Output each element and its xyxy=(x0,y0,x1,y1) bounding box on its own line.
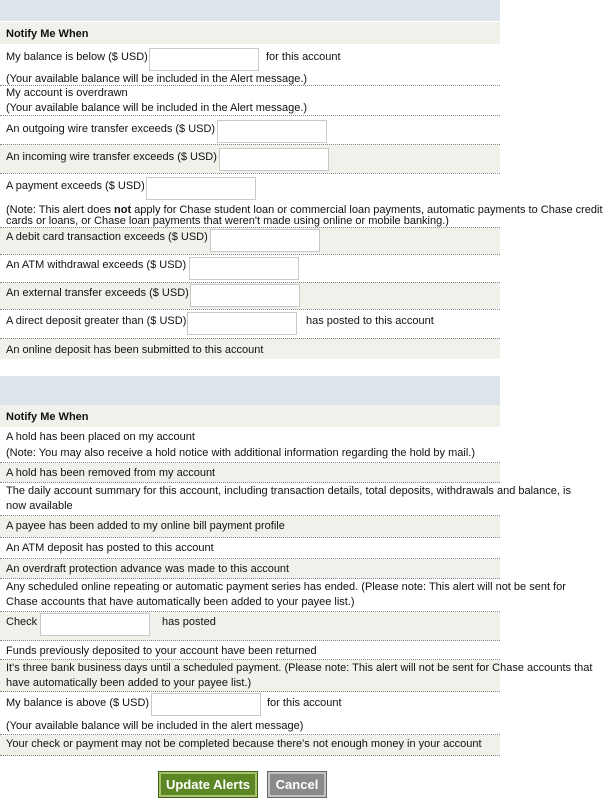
payee-added-row xyxy=(0,516,500,538)
outgoing-wire-input[interactable] xyxy=(217,120,327,143)
insufficient-funds-row xyxy=(0,735,500,756)
section-header: Notify Me When xyxy=(0,405,500,427)
payment-exceeds-input[interactable] xyxy=(146,177,256,200)
incoming-wire-row xyxy=(0,144,500,173)
atm-withdrawal-label: An ATM withdrawal exceeds ($ USD) xyxy=(6,259,187,271)
payee-added-label: A payee has been added to my online bill payment profile xyxy=(6,520,285,532)
top-band xyxy=(0,0,500,21)
incoming-wire-input[interactable] xyxy=(219,148,329,171)
scheduled-payment-row xyxy=(0,660,593,692)
scheduled-payment-line1: It's three bank business days until a scheduled payment. (Please note: This alert will not be sent for Chase accounts that xyxy=(6,662,593,674)
atm-deposit-label: An ATM deposit has posted to this account xyxy=(6,542,214,554)
direct-deposit-label: A direct deposit greater than ($ USD) xyxy=(6,315,187,327)
outgoing-wire-row xyxy=(0,115,500,144)
daily-summary-line1: The daily account summary for this account, including transaction details, total deposits, withdrawals and balance, is xyxy=(6,485,571,497)
online-deposit-row xyxy=(0,338,500,359)
hold-removed-row xyxy=(0,463,500,483)
cancel-button[interactable]: Cancel xyxy=(268,772,326,797)
external-transfer-input[interactable] xyxy=(190,284,300,307)
check-posted-row xyxy=(0,612,500,641)
overdraft-advance-label: An overdraft protection advance was made to this account xyxy=(6,563,290,575)
insufficient-funds-label: Your check or payment may not be completed because there's not enough money in your account xyxy=(6,738,482,750)
balance-below-label: My balance is below ($ USD) xyxy=(6,51,148,63)
section-header: Notify Me When xyxy=(0,22,500,44)
balance-below-suffix: for this account xyxy=(266,51,341,63)
external-transfer-label: An external transfer exceeds ($ USD) xyxy=(6,287,189,299)
balance-above-row xyxy=(0,692,500,735)
debit-card-input[interactable] xyxy=(210,229,320,252)
series-ended-line1: Any scheduled online repeating or automatic payment series has ended. (Please note: This alert will not be sent for xyxy=(6,581,566,593)
hold-removed-label: A hold has been removed from my account xyxy=(6,467,216,479)
atm-withdrawal-input[interactable] xyxy=(189,257,299,280)
debit-card-label: A debit card transaction exceeds ($ USD) xyxy=(6,231,208,243)
check-label: Check xyxy=(6,616,38,628)
funds-returned-label: Funds previously deposited to your account have been returned xyxy=(6,645,317,657)
atm-withdrawal-row xyxy=(0,254,500,282)
hold-placed-label: A hold has been placed on my account xyxy=(6,431,195,443)
payment-exceeds-note-line2: cards or loans, or Chase loan payments that weren't made using online or mobile banking.) xyxy=(6,215,449,227)
balance-above-input[interactable] xyxy=(151,693,261,716)
overdrawn-note: (Your available balance will be included in the Alert message.) xyxy=(6,102,308,114)
debit-card-row xyxy=(0,227,500,254)
check-number-input[interactable] xyxy=(40,613,150,636)
incoming-wire-label: An incoming wire transfer exceeds ($ USD) xyxy=(6,151,217,163)
payment-exceeds-row xyxy=(0,173,603,227)
daily-summary-line2: now available xyxy=(6,500,73,512)
scheduled-payment-line2: have automatically been added to your payee list.) xyxy=(6,677,252,689)
payment-exceeds-label: A payment exceeds ($ USD) xyxy=(6,180,145,192)
direct-deposit-input[interactable] xyxy=(187,312,297,335)
series-ended-row xyxy=(0,579,566,612)
direct-deposit-row xyxy=(0,309,500,338)
check-posted-suffix: has posted xyxy=(162,616,216,628)
overdrawn-row xyxy=(0,85,500,115)
balance-below-row xyxy=(0,44,500,85)
section-divider-band xyxy=(0,376,500,405)
payment-note-rest: apply for Chase student loan or commercial loan payments, automatic payments to Chase credit xyxy=(131,204,603,216)
funds-returned-row xyxy=(0,641,500,660)
update-alerts-button[interactable]: Update Alerts xyxy=(159,772,257,797)
direct-deposit-suffix: has posted to this account xyxy=(306,315,434,327)
external-transfer-row xyxy=(0,282,500,309)
payment-note-prefix: (Note: This alert does xyxy=(6,204,115,216)
hold-placed-note: (Note: You may also receive a hold notice with additional information regarding the hold by mail.) xyxy=(6,447,475,459)
online-deposit-label: An online deposit has been submitted to this account xyxy=(6,344,264,356)
overdrawn-label: My account is overdrawn xyxy=(6,87,128,99)
overdraft-advance-row xyxy=(0,559,500,579)
balance-below-input[interactable] xyxy=(149,48,259,71)
balance-above-suffix: for this account xyxy=(267,697,342,709)
balance-above-note: (Your available balance will be included in the alert message) xyxy=(6,720,304,732)
balance-below-note: (Your available balance will be included in the Alert message.) xyxy=(6,73,308,85)
outgoing-wire-label: An outgoing wire transfer exceeds ($ USD) xyxy=(6,123,216,135)
daily-summary-row xyxy=(0,483,571,516)
atm-deposit-row xyxy=(0,538,500,559)
balance-above-label: My balance is above ($ USD) xyxy=(6,697,150,709)
payment-note-bold: not xyxy=(114,204,132,216)
series-ended-line2: Chase accounts that have automatically been added to your payee list.) xyxy=(6,596,355,608)
hold-placed-row xyxy=(0,428,500,463)
